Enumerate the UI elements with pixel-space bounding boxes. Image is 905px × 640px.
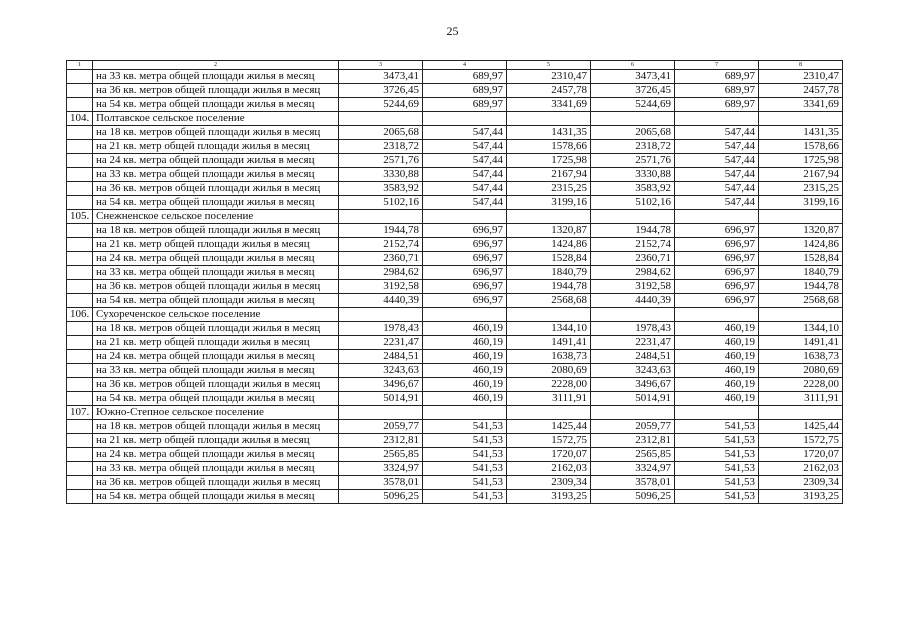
- table-row: [67, 364, 843, 378]
- value-cell: 2167,94: [759, 168, 843, 182]
- value-cell: 2310,47: [507, 70, 591, 84]
- value-cell: 547,44: [423, 126, 507, 140]
- section-row: [67, 308, 843, 322]
- value-cell: [591, 308, 675, 322]
- row-number-cell: [67, 140, 93, 154]
- value-cell: [423, 406, 507, 420]
- row-number-cell: [67, 252, 93, 266]
- value-cell: 1320,87: [507, 224, 591, 238]
- column-header: 2: [93, 61, 339, 70]
- section-row: [67, 112, 843, 126]
- value-cell: 1491,41: [507, 336, 591, 350]
- value-cell: 1725,98: [759, 154, 843, 168]
- value-cell: 3193,25: [759, 490, 843, 504]
- table-row: [67, 266, 843, 280]
- table-row: [67, 224, 843, 238]
- value-cell: 2568,68: [759, 294, 843, 308]
- value-cell: 1344,10: [507, 322, 591, 336]
- value-cell: 2484,51: [339, 350, 423, 364]
- value-cell: 4440,39: [591, 294, 675, 308]
- value-cell: [759, 210, 843, 224]
- description-cell: на 21 кв. метр общей площади жилья в месяц: [93, 140, 339, 154]
- table-row: [67, 490, 843, 504]
- table-row: [67, 434, 843, 448]
- value-cell: 5014,91: [591, 392, 675, 406]
- description-cell: на 24 кв. метра общей площади жилья в месяц: [93, 252, 339, 266]
- value-cell: 689,97: [423, 70, 507, 84]
- row-number-cell: [67, 336, 93, 350]
- value-cell: 547,44: [675, 168, 759, 182]
- value-cell: 3578,01: [591, 476, 675, 490]
- row-number-cell: [67, 98, 93, 112]
- value-cell: 5096,25: [339, 490, 423, 504]
- value-cell: 2228,00: [507, 378, 591, 392]
- column-header: 8: [759, 61, 843, 70]
- value-cell: 2457,78: [759, 84, 843, 98]
- value-cell: 2565,85: [339, 448, 423, 462]
- value-cell: 541,53: [423, 490, 507, 504]
- description-cell: на 24 кв. метра общей площади жилья в месяц: [93, 350, 339, 364]
- value-cell: 3341,69: [507, 98, 591, 112]
- value-cell: 1528,84: [507, 252, 591, 266]
- value-cell: 689,97: [675, 70, 759, 84]
- value-cell: 541,53: [423, 462, 507, 476]
- value-cell: [759, 112, 843, 126]
- value-cell: 1431,35: [507, 126, 591, 140]
- value-cell: 696,97: [675, 224, 759, 238]
- value-cell: 460,19: [675, 350, 759, 364]
- row-number-cell: [67, 490, 93, 504]
- value-cell: 1431,35: [759, 126, 843, 140]
- value-cell: 460,19: [423, 322, 507, 336]
- value-cell: 2360,71: [339, 252, 423, 266]
- value-cell: 696,97: [675, 294, 759, 308]
- value-cell: 3583,92: [339, 182, 423, 196]
- value-cell: 1578,66: [507, 140, 591, 154]
- value-cell: 547,44: [423, 196, 507, 210]
- row-number-cell: [67, 350, 93, 364]
- value-cell: 3324,97: [339, 462, 423, 476]
- value-cell: 2059,77: [591, 420, 675, 434]
- value-cell: 5096,25: [591, 490, 675, 504]
- settlement-name-cell: Сухореченское сельское поселение: [93, 308, 339, 322]
- table-row: [67, 196, 843, 210]
- value-cell: [423, 210, 507, 224]
- value-cell: 2315,25: [759, 182, 843, 196]
- value-cell: 547,44: [675, 196, 759, 210]
- settlement-name-cell: Снежненское сельское поселение: [93, 210, 339, 224]
- row-number-cell: [67, 322, 93, 336]
- value-cell: 2228,00: [759, 378, 843, 392]
- value-cell: 1720,07: [759, 448, 843, 462]
- value-cell: 4440,39: [339, 294, 423, 308]
- value-cell: 541,53: [675, 476, 759, 490]
- value-cell: 1528,84: [759, 252, 843, 266]
- row-number-cell: [67, 280, 93, 294]
- value-cell: 3199,16: [759, 196, 843, 210]
- value-cell: 1572,75: [507, 434, 591, 448]
- value-cell: 547,44: [423, 168, 507, 182]
- value-cell: 5014,91: [339, 392, 423, 406]
- row-number-cell: 105.: [67, 210, 93, 224]
- value-cell: [759, 406, 843, 420]
- value-cell: 5102,16: [591, 196, 675, 210]
- value-cell: 541,53: [675, 434, 759, 448]
- row-number-cell: [67, 238, 93, 252]
- value-cell: 460,19: [423, 392, 507, 406]
- row-number-cell: [67, 476, 93, 490]
- value-cell: 547,44: [675, 154, 759, 168]
- table-row: [67, 294, 843, 308]
- description-cell: на 33 кв. метра общей площади жилья в месяц: [93, 266, 339, 280]
- column-header: 6: [591, 61, 675, 70]
- value-cell: [591, 112, 675, 126]
- value-cell: [675, 406, 759, 420]
- description-cell: на 36 кв. метров общей площади жилья в месяц: [93, 476, 339, 490]
- value-cell: 2318,72: [339, 140, 423, 154]
- value-cell: [507, 210, 591, 224]
- table-row: [67, 182, 843, 196]
- column-header: 7: [675, 61, 759, 70]
- description-cell: на 36 кв. метров общей площади жилья в месяц: [93, 182, 339, 196]
- value-cell: 2152,74: [591, 238, 675, 252]
- value-cell: 1944,78: [507, 280, 591, 294]
- description-cell: на 54 кв. метра общей площади жилья в месяц: [93, 294, 339, 308]
- value-cell: 460,19: [423, 364, 507, 378]
- value-cell: 541,53: [675, 462, 759, 476]
- value-cell: 2080,69: [759, 364, 843, 378]
- description-cell: на 21 кв. метр общей площади жилья в месяц: [93, 238, 339, 252]
- page-number: 25: [446, 24, 459, 38]
- table-header-row: [67, 61, 843, 70]
- section-row: [67, 406, 843, 420]
- value-cell: 1491,41: [759, 336, 843, 350]
- value-cell: 1424,86: [507, 238, 591, 252]
- value-cell: 3111,91: [507, 392, 591, 406]
- value-cell: 2080,69: [507, 364, 591, 378]
- value-cell: 1978,43: [591, 322, 675, 336]
- value-cell: 3341,69: [759, 98, 843, 112]
- value-cell: 696,97: [423, 238, 507, 252]
- value-cell: 2310,47: [759, 70, 843, 84]
- value-cell: 1840,79: [507, 266, 591, 280]
- value-cell: [423, 112, 507, 126]
- table-row: [67, 70, 843, 84]
- value-cell: 2231,47: [591, 336, 675, 350]
- value-cell: [675, 210, 759, 224]
- description-cell: на 54 кв. метра общей площади жилья в месяц: [93, 196, 339, 210]
- value-cell: 541,53: [423, 434, 507, 448]
- row-number-cell: [67, 154, 93, 168]
- value-cell: 460,19: [423, 336, 507, 350]
- value-cell: 1725,98: [507, 154, 591, 168]
- description-cell: на 54 кв. метра общей площади жилья в месяц: [93, 98, 339, 112]
- table-row: [67, 476, 843, 490]
- table-row: [67, 378, 843, 392]
- value-cell: 696,97: [423, 280, 507, 294]
- value-cell: 547,44: [423, 182, 507, 196]
- settlement-name-cell: Южно-Степное сельское поселение: [93, 406, 339, 420]
- value-cell: 541,53: [423, 448, 507, 462]
- value-cell: 2162,03: [759, 462, 843, 476]
- value-cell: [507, 406, 591, 420]
- value-cell: 5244,69: [591, 98, 675, 112]
- value-cell: 3578,01: [339, 476, 423, 490]
- description-cell: на 54 кв. метра общей площади жилья в месяц: [93, 490, 339, 504]
- table-row: [67, 252, 843, 266]
- table-row: [67, 238, 843, 252]
- value-cell: 1944,78: [759, 280, 843, 294]
- table-body: [67, 70, 843, 504]
- value-cell: 460,19: [675, 322, 759, 336]
- description-cell: на 33 кв. метра общей площади жилья в месяц: [93, 168, 339, 182]
- value-cell: 2565,85: [591, 448, 675, 462]
- value-cell: 696,97: [423, 252, 507, 266]
- value-cell: 2315,25: [507, 182, 591, 196]
- value-cell: 1638,73: [507, 350, 591, 364]
- value-cell: 3193,25: [507, 490, 591, 504]
- description-cell: на 36 кв. метров общей площади жилья в месяц: [93, 378, 339, 392]
- value-cell: 2162,03: [507, 462, 591, 476]
- description-cell: на 33 кв. метра общей площади жилья в месяц: [93, 364, 339, 378]
- value-cell: 689,97: [675, 98, 759, 112]
- value-cell: 696,97: [675, 238, 759, 252]
- row-number-cell: [67, 70, 93, 84]
- value-cell: 5102,16: [339, 196, 423, 210]
- value-cell: [507, 112, 591, 126]
- row-number-cell: [67, 392, 93, 406]
- value-cell: 3496,67: [591, 378, 675, 392]
- value-cell: 547,44: [423, 154, 507, 168]
- value-cell: [675, 112, 759, 126]
- value-cell: 547,44: [675, 140, 759, 154]
- value-cell: 2065,68: [591, 126, 675, 140]
- value-cell: 696,97: [423, 266, 507, 280]
- value-cell: 3473,41: [591, 70, 675, 84]
- value-cell: 541,53: [675, 420, 759, 434]
- table-row: [67, 84, 843, 98]
- row-number-cell: [67, 364, 93, 378]
- table-row: [67, 140, 843, 154]
- value-cell: 1425,44: [759, 420, 843, 434]
- value-cell: 2152,74: [339, 238, 423, 252]
- value-cell: 3726,45: [339, 84, 423, 98]
- value-cell: 689,97: [423, 98, 507, 112]
- row-number-cell: 104.: [67, 112, 93, 126]
- row-number-cell: [67, 84, 93, 98]
- column-header: 1: [67, 61, 93, 70]
- value-cell: 2309,34: [507, 476, 591, 490]
- value-cell: 3199,16: [507, 196, 591, 210]
- value-cell: 3192,58: [339, 280, 423, 294]
- value-cell: [339, 406, 423, 420]
- table-row: [67, 420, 843, 434]
- value-cell: [339, 112, 423, 126]
- value-cell: 696,97: [675, 280, 759, 294]
- value-cell: 1720,07: [507, 448, 591, 462]
- row-number-cell: [67, 266, 93, 280]
- description-cell: на 24 кв. метра общей площади жилья в месяц: [93, 154, 339, 168]
- table-row: [67, 392, 843, 406]
- value-cell: 2571,76: [591, 154, 675, 168]
- value-cell: 2065,68: [339, 126, 423, 140]
- value-cell: 541,53: [675, 490, 759, 504]
- value-cell: 2312,81: [339, 434, 423, 448]
- value-cell: 1572,75: [759, 434, 843, 448]
- row-number-cell: [67, 462, 93, 476]
- description-cell: на 18 кв. метров общей площади жилья в месяц: [93, 420, 339, 434]
- value-cell: 1978,43: [339, 322, 423, 336]
- table-row: [67, 350, 843, 364]
- value-cell: 696,97: [423, 224, 507, 238]
- description-cell: на 24 кв. метра общей площади жилья в месяц: [93, 448, 339, 462]
- description-cell: на 18 кв. метров общей площади жилья в месяц: [93, 322, 339, 336]
- value-cell: 460,19: [423, 378, 507, 392]
- column-header: 3: [339, 61, 423, 70]
- value-cell: 460,19: [675, 336, 759, 350]
- value-cell: 460,19: [675, 392, 759, 406]
- value-cell: 460,19: [675, 378, 759, 392]
- value-cell: 2059,77: [339, 420, 423, 434]
- table-row: [67, 462, 843, 476]
- value-cell: 547,44: [675, 126, 759, 140]
- column-header: 5: [507, 61, 591, 70]
- value-cell: [759, 308, 843, 322]
- value-cell: [591, 406, 675, 420]
- value-cell: 460,19: [675, 364, 759, 378]
- row-number-cell: 106.: [67, 308, 93, 322]
- value-cell: 2309,34: [759, 476, 843, 490]
- value-cell: 2984,62: [591, 266, 675, 280]
- value-cell: 2984,62: [339, 266, 423, 280]
- row-number-cell: [67, 420, 93, 434]
- value-cell: 541,53: [675, 448, 759, 462]
- description-cell: на 33 кв. метра общей площади жилья в месяц: [93, 70, 339, 84]
- value-cell: [339, 210, 423, 224]
- value-cell: 3111,91: [759, 392, 843, 406]
- table-row: [67, 98, 843, 112]
- row-number-cell: 107.: [67, 406, 93, 420]
- description-cell: на 36 кв. метров общей площади жилья в месяц: [93, 280, 339, 294]
- value-cell: 1344,10: [759, 322, 843, 336]
- value-cell: [591, 210, 675, 224]
- value-cell: [507, 308, 591, 322]
- value-cell: 1425,44: [507, 420, 591, 434]
- value-cell: 1944,78: [591, 224, 675, 238]
- value-cell: 3324,97: [591, 462, 675, 476]
- value-cell: 2484,51: [591, 350, 675, 364]
- value-cell: 547,44: [675, 182, 759, 196]
- section-row: [67, 210, 843, 224]
- value-cell: 2318,72: [591, 140, 675, 154]
- row-number-cell: [67, 126, 93, 140]
- table-row: [67, 168, 843, 182]
- table-row: [67, 322, 843, 336]
- value-cell: 689,97: [423, 84, 507, 98]
- row-number-cell: [67, 378, 93, 392]
- column-header: 4: [423, 61, 507, 70]
- value-cell: 3583,92: [591, 182, 675, 196]
- description-cell: на 36 кв. метров общей площади жилья в месяц: [93, 84, 339, 98]
- description-cell: на 33 кв. метра общей площади жилья в месяц: [93, 462, 339, 476]
- description-cell: на 18 кв. метров общей площади жилья в месяц: [93, 224, 339, 238]
- value-cell: 689,97: [675, 84, 759, 98]
- table-row: [67, 336, 843, 350]
- value-cell: 3496,67: [339, 378, 423, 392]
- value-cell: 460,19: [423, 350, 507, 364]
- value-cell: 541,53: [423, 420, 507, 434]
- row-number-cell: [67, 196, 93, 210]
- value-cell: 547,44: [423, 140, 507, 154]
- value-cell: 1944,78: [339, 224, 423, 238]
- value-cell: 3473,41: [339, 70, 423, 84]
- row-number-cell: [67, 434, 93, 448]
- value-cell: 1638,73: [759, 350, 843, 364]
- description-cell: на 21 кв. метр общей площади жилья в месяц: [93, 336, 339, 350]
- value-cell: [675, 308, 759, 322]
- value-cell: 696,97: [675, 252, 759, 266]
- description-cell: на 18 кв. метров общей площади жилья в месяц: [93, 126, 339, 140]
- tariff-table: [66, 60, 843, 504]
- value-cell: [339, 308, 423, 322]
- value-cell: 2571,76: [339, 154, 423, 168]
- table-row: [67, 280, 843, 294]
- value-cell: 3330,88: [339, 168, 423, 182]
- value-cell: [423, 308, 507, 322]
- value-cell: 2312,81: [591, 434, 675, 448]
- settlement-name-cell: Полтавское сельское поселение: [93, 112, 339, 126]
- value-cell: 696,97: [675, 266, 759, 280]
- row-number-cell: [67, 294, 93, 308]
- value-cell: 2457,78: [507, 84, 591, 98]
- value-cell: 541,53: [423, 476, 507, 490]
- value-cell: 696,97: [423, 294, 507, 308]
- value-cell: 3243,63: [339, 364, 423, 378]
- value-cell: 2231,47: [339, 336, 423, 350]
- value-cell: 3726,45: [591, 84, 675, 98]
- value-cell: 2360,71: [591, 252, 675, 266]
- row-number-cell: [67, 182, 93, 196]
- value-cell: 1424,86: [759, 238, 843, 252]
- value-cell: 3243,63: [591, 364, 675, 378]
- value-cell: 1578,66: [759, 140, 843, 154]
- value-cell: 2568,68: [507, 294, 591, 308]
- description-cell: на 21 кв. метр общей площади жилья в месяц: [93, 434, 339, 448]
- table-row: [67, 126, 843, 140]
- value-cell: 2167,94: [507, 168, 591, 182]
- row-number-cell: [67, 168, 93, 182]
- row-number-cell: [67, 224, 93, 238]
- value-cell: 3330,88: [591, 168, 675, 182]
- row-number-cell: [67, 448, 93, 462]
- value-cell: 5244,69: [339, 98, 423, 112]
- table-row: [67, 154, 843, 168]
- value-cell: 1320,87: [759, 224, 843, 238]
- value-cell: 3192,58: [591, 280, 675, 294]
- table-row: [67, 448, 843, 462]
- value-cell: 1840,79: [759, 266, 843, 280]
- description-cell: на 54 кв. метра общей площади жилья в месяц: [93, 392, 339, 406]
